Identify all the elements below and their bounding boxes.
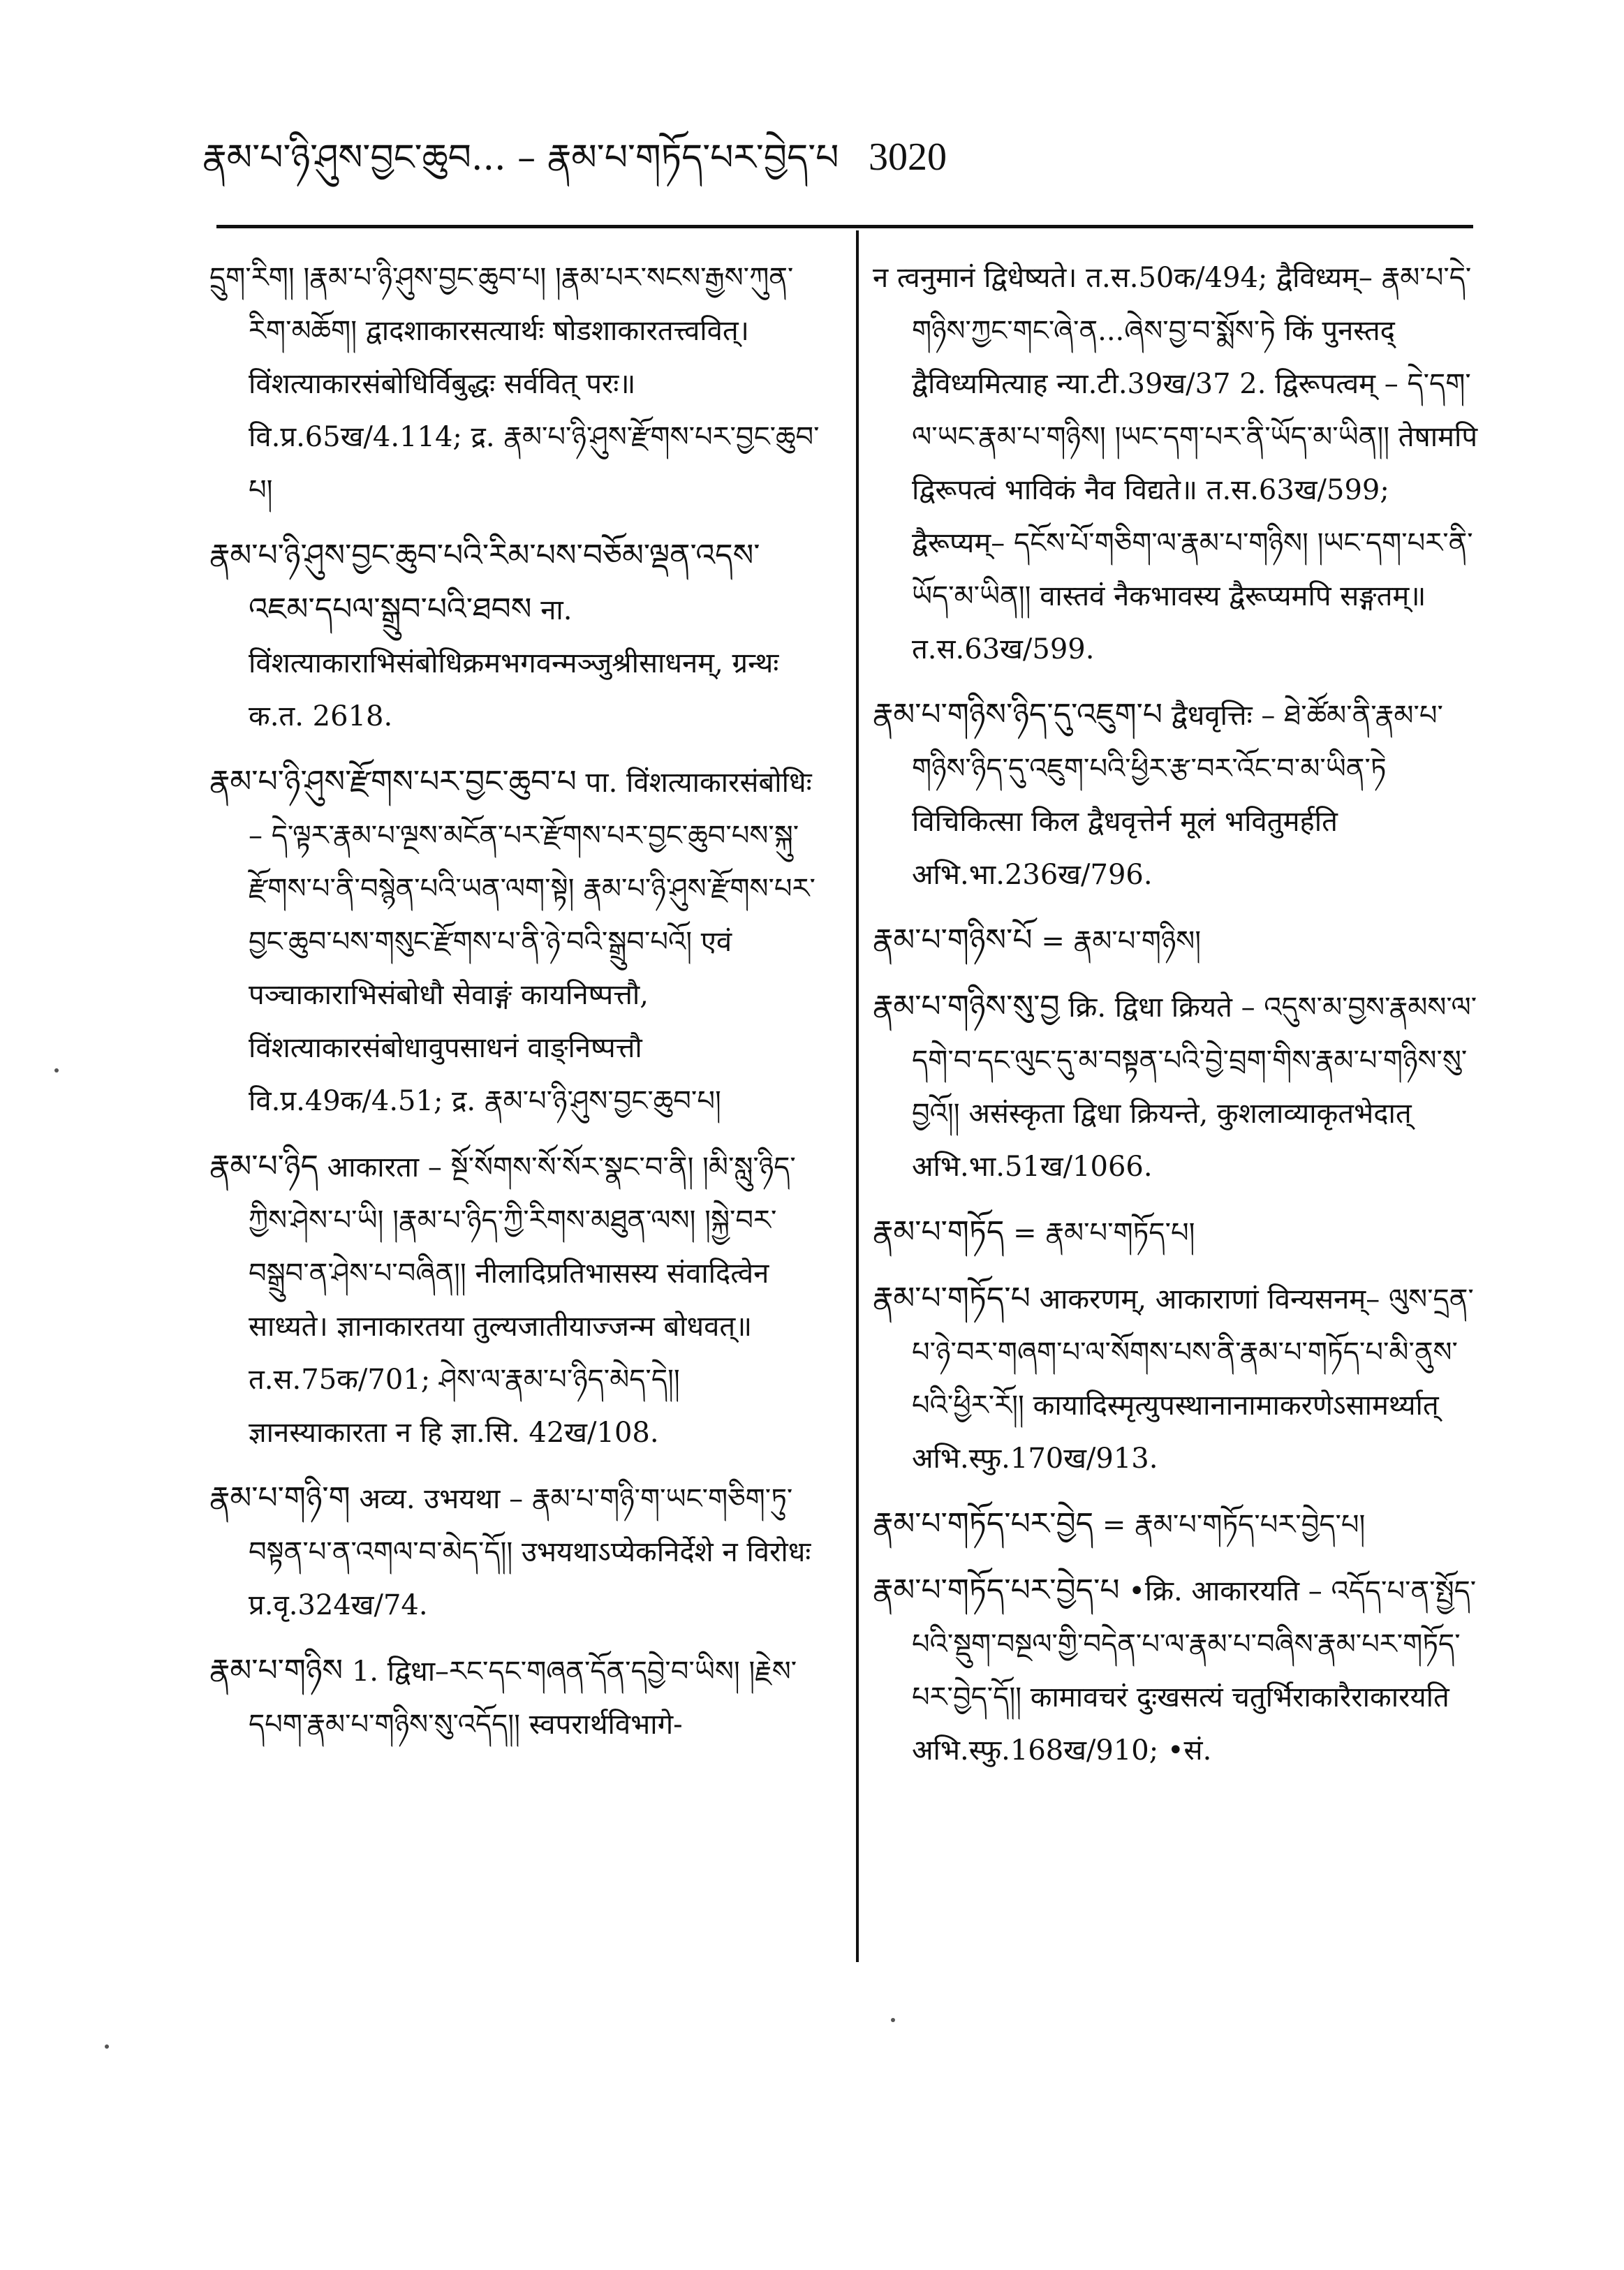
entry-body: पा. विंशत्याकारसंबोधिः – དེ་ལྟར་རྣམ་པ་ལྔས་མངོན་པར་རྫོགས་པར་བྱང་ཆུབ་པས་སྐུ་རྫོགས་པ་ནི་བསྙེན་པའི་ཡན་ལག་སྟེ། རྣམ་པ་ཉི་ཤུས་རྫོགས་པར་བྱང་ཆུབ་པས་གསུང་རྫོགས་པ་ནི་ཉེ་བའི་སྒྲུབ་པའོ། एवं पञ्चाकाराभिसंबोधौ सेवाङ्गं कायनिष्पत्तौ, विंशत्याकारसंबोधावुपसाधनं वाङ्निष्पत्तौ वि.प्र.49क/4.51; द्र. རྣམ་པ་ཉི་ཤུས་བྱང་ཆུབ་པ། bbox=[249, 767, 815, 1117]
dictionary-entry bbox=[209, 1472, 824, 1632]
entry-body: = རྣམ་པ་གཏོད་པ། bbox=[1013, 1217, 1195, 1249]
entry-headword: རྣམ་པ་གཏོད་པར་བྱེད་པ bbox=[873, 1572, 1120, 1608]
entry-body: न त्वनुमानं द्विधेष्यते। त.स.50क/494; द्वैविध्यम्– རྣམ་པ་དེ་གཉིས་ཀྱང་གང་ཞེ་ན...ཞེས་བྱ་བ་སྨོས་ཏེ किं पुनस्तद् द्वैविध्यमित्याह न्या.टी.39ख/37 2. द्विरूपत्वम् – དེ་དག་ལ་ཡང་རྣམ་པ་གཉིས། །ཡང་དག་པར་ནི་ཡོད་མ་ཡིན།། तेषामपि द्विरूपत्वं भाविकं नैव विद्यते॥ त.स.63ख/599; द्वैरूप्यम्– དངོས་པོ་གཅིག་ལ་རྣམ་པ་གཉིས། །ཡང་དག་པར་ནི་ཡོད་མ་ཡིན།། वास्तवं नैकभावस्य द्वैरूप्यमपि सङ्गतम्॥ त.स.63ख/599. bbox=[873, 262, 1478, 665]
entry-headword: རྣམ་པ་ཉིད bbox=[209, 1149, 318, 1184]
column-divider bbox=[856, 230, 859, 1962]
entry-headword: རྣམ་པ་ཉི་ཤུས་རྫོགས་པར་བྱང་ཆུབ་པ bbox=[209, 764, 577, 799]
entry-body: द्वैधवृत्तिः – ཐེ་ཚོམ་ནི་རྣམ་པ་གཉིས་ཉིད་དུ་འཇུག་པའི་ཕྱིར་རྩ་བར་འོང་བ་མ་ཡིན་ཏེ विचिकित्सा किल द्वैधवृत्तेर्न मूलं भवितुमर्हति अभि.भा.236ख/796. bbox=[912, 700, 1443, 891]
header-rule bbox=[216, 225, 1473, 228]
page-number: 3020 bbox=[869, 135, 947, 179]
dictionary-entry bbox=[209, 1140, 824, 1459]
entry-headword: རྣམ་པ་གཉིས་པོ bbox=[873, 922, 1033, 958]
entry-headword: རྣམ་པ་གཉིས་སུ་བྱ bbox=[873, 989, 1060, 1024]
dictionary-entry bbox=[873, 1564, 1487, 1777]
left-column bbox=[209, 251, 824, 1764]
dictionary-entry bbox=[873, 1206, 1487, 1260]
entry-headword: རྣམ་པ་གཏོད bbox=[873, 1214, 1005, 1250]
entry-body: आकरणम्, आकाराणां विन्यसनम्– ལུས་དྲན་པ་ཉེ་བར་གཞག་པ་ལ་སོགས་པས་ནི་རྣམ་པ་གཏོད་པ་མི་ནུས་པའི་ཕྱིར་རོ།། कायादिस्मृत्युपस्थानानामाकरणेऽसामर्थ्यात् अभि.स्फु.170ख/913. bbox=[912, 1283, 1474, 1475]
right-column bbox=[873, 251, 1487, 1790]
entry-body: དྲུག་རིག། །རྣམ་པ་ཉི་ཤུས་བྱང་ཆུབ་པ། །རྣམ་པར་སངས་རྒྱས་ཀུན་རིག་མཆོག། द्वादशाकारसत्यार्थः षोडशाकारतत्त्ववित्। विंशत्याकारसंबोधिर्विबुद्धः सर्ववित् परः॥ वि.प्र.65ख/4.114; द्र. རྣམ་པ་ཉི་ཤུས་རྫོགས་པར་བྱང་ཆུབ་པ། bbox=[209, 262, 820, 506]
entry-headword: རྣམ་པ་ཉི་ཤུས་བྱང་ཆུབ་པའི་རིམ་པས་བཅོམ་ལྡན་འདས་འཇམ་དཔལ་སྒྲུབ་པའི་ཐབས bbox=[209, 538, 760, 627]
entry-body: आकारता – སྔོ་སོགས་སོ་སོར་སྣང་བ་ནི། །མི་སླུ་ཉིད་ཀྱིས་ཤེས་པ་ཡི། །རྣམ་པ་ཉིད་ཀྱི་རིགས་མཐུན་ལས། །སྐྱེ་བར་བསྒྲུབ་ན་ཤེས་པ་བཞིན།། नीलादिप्रतिभासस्य संवादित्वेन साध्यते। ज्ञानाकारतया तुल्यजातीयाज्जन्म बोधवत्॥ त.स.75क/701; ཤེས་ལ་རྣམ་པ་ཉིད་མེད་དེ།། ज्ञानस्याकारता न हि ज्ञा.सि. 42ख/108. bbox=[249, 1151, 796, 1449]
entry-headword: རྣམ་པ་གཏོད་པར་བྱེད bbox=[873, 1506, 1094, 1542]
entry-body: = རྣམ་པ་གཉིས། bbox=[1041, 925, 1202, 957]
scan-speck bbox=[105, 2044, 109, 2049]
page-header bbox=[202, 119, 1473, 196]
dictionary-entry bbox=[209, 529, 824, 743]
dictionary-entry bbox=[873, 1498, 1487, 1552]
entry-body: •क्रि. आकारयति – འདོད་པ་ན་སྤྱོད་པའི་སྡུག་བསྔལ་གྱི་བདེན་པ་ལ་རྣམ་པ་བཞིས་རྣམ་པར་གཏོད་པར་བྱེད་དོ།། कामावचरं दुःखसत्यं चतुर्भिराकारैराकारयति अभि.स्फु.168ख/910; •सं. bbox=[912, 1575, 1477, 1767]
entry-headword: རྣམ་པ་གཉིས bbox=[209, 1653, 344, 1688]
dictionary-entry bbox=[873, 688, 1487, 901]
dictionary-entry bbox=[873, 1272, 1487, 1485]
scan-speck bbox=[891, 2018, 895, 2022]
entry-headword: རྣམ་པ་གཉིས་ཉིད་དུ་འཇུག་པ bbox=[873, 697, 1163, 732]
dictionary-entry bbox=[873, 980, 1487, 1193]
entry-body: ना. विंशत्याकाराभिसंबोधिक्रमभगवन्मञ्जुश्रीसाधनम्, ग्रन्थः क.त. 2618. bbox=[249, 594, 779, 732]
running-head: རྣམ་པ་ཉི་ཤུས་བྱང་ཆུབ... – རྣམ་པ་གཏོད་པར་བྱེད་པ bbox=[202, 137, 839, 179]
dictionary-entry bbox=[209, 756, 824, 1128]
dictionary-entry bbox=[873, 251, 1487, 676]
entry-body: = རྣམ་པ་གཏོད་པར་བྱེད་པ། bbox=[1102, 1509, 1366, 1541]
scan-speck bbox=[54, 1068, 59, 1073]
entry-body: अव्य. उभयथा – རྣམ་པ་གཉི་ག་ཡང་གཅིག་ཏུ་བསྟན་པ་ན་འགལ་བ་མེད་དོ།། उभयथाऽप्येकनिर्देशे न विरोधः प्र.वृ.324ख/74. bbox=[249, 1483, 811, 1621]
entry-headword: རྣམ་པ་གཏོད་པ bbox=[873, 1281, 1031, 1316]
dictionary-entry bbox=[209, 1644, 824, 1751]
entry-body: 1. द्विधा–རང་དང་གཞན་དོན་དབྱེ་བ་ཡིས། །རྗེས་དཔག་རྣམ་པ་གཉིས་སུ་འདོད།། स्वपरार्थविभागे- bbox=[249, 1656, 797, 1741]
entry-headword: རྣམ་པ་གཉི་ག bbox=[209, 1480, 350, 1516]
dictionary-entry bbox=[873, 914, 1487, 968]
entry-body: क्रि. द्विधा क्रियते – འདུས་མ་བྱས་རྣམས་ལ་དགེ་བ་དང་ལུང་དུ་མ་བསྟན་པའི་བྱེ་བྲག་གིས་རྣམ་པ་གཉིས་སུ་བྱའོ།། असंस्कृता द्विधा क्रियन्ते, कुशलाव्याकृतभेदात् अभि.भा.51ख/1066. bbox=[912, 992, 1477, 1183]
dictionary-entry bbox=[209, 251, 824, 517]
